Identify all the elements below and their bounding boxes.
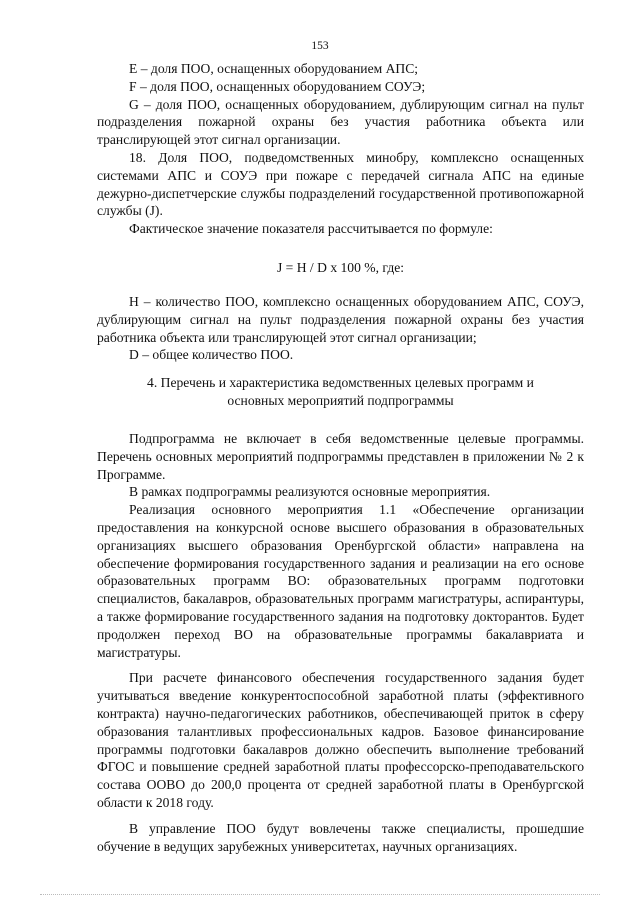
definition-f: F – доля ПОО, оснащенных оборудованием СОУЭ; <box>129 78 426 94</box>
page-number: 153 <box>311 40 329 52</box>
paragraph-2: В рамках подпрограммы реализуются основные мероприятия. <box>129 484 491 500</box>
paragraph-3: Реализация основного мероприятия 1.1 «Обеспечение организации предоставления на конкурсной основе высшего образования в образовательных организациях высшего образования Оренбургской области» направлена на обеспечение формирования государственного задания и реализации на его основе образовательных программ ВО: образовательных программ подготовки специалистов, бакалавров, образовательных программ магистратуры, аспирантуры, а также формирование государственного задания на подготовку докторантов. Будет продолжен переход ВО на образовательные программы бакалавриата и магистратуры. <box>97 502 584 660</box>
formula: J = H / D x 100 %, где: <box>276 260 405 275</box>
section-heading-line-2: основных мероприятий подпрограммы <box>227 392 454 408</box>
h-definition: H – количество ПОО, комплексно оснащенных оборудованием АПС, СОУЭ, дублирующим сигнал на пульт подразделения пожарной охраны без участия работника объекта или транслирующей этот сигнал организации; <box>97 294 584 345</box>
definition-g: G – доля ПОО, оснащенных оборудованием, дублирующим сигнал на пульт подразделения пожарной охраны без участия работника объекта или транслирующей этот сигнал организации. <box>97 96 584 148</box>
top-definitions <box>97 60 584 238</box>
formula-definitions <box>97 293 584 364</box>
item-18: 18. Доля ПОО, подведомственных минобру, комплексно оснащенных системами АПС и СОУЭ при пожаре с передачей сигнала АПС на единые дежурно-диспетчерские службы подразделений государственной противопожарной службы (J). <box>97 149 584 219</box>
section-heading-line-1: 4. Перечень и характеристика ведомственных целевых программ и <box>147 375 534 390</box>
body-text <box>97 430 584 855</box>
definition-e: E – доля ПОО, оснащенных оборудованием АПС; <box>129 61 419 76</box>
d-definition: D – общее количество ПОО. <box>129 347 294 363</box>
section-heading <box>97 374 584 410</box>
paragraph-4: При расчете финансового обеспечения государственного задания будет учитываться введение конкурентоспособной заработной платы (эффективного контракта) научно-педагогических работников, обеспечивающей приток в сферу образования талантливых профессиональных кадров. Базовое финансирование программы подготовки бакалавров должно обеспечить выполнение требований ФГОС и повышение средней заработной платы профессорско-преподавательского состава ООВО до 200,0 процента от средней заработной платы в Оренбургской области к 2018 году. <box>97 670 584 810</box>
formula-intro: Фактическое значение показателя рассчитывается по формуле: <box>129 221 493 237</box>
paragraph-1: Подпрограмма не включает в себя ведомственные целевые программы. Перечень основных мероприятий подпрограммы представлен в приложении № 2 к Программе. <box>97 431 584 482</box>
scan-footer-line <box>40 894 600 903</box>
paragraph-5: В управление ПОО будут вовлечены также специалисты, прошедшие обучение в ведущих зарубежных университетах, научных организациях. <box>97 820 584 854</box>
